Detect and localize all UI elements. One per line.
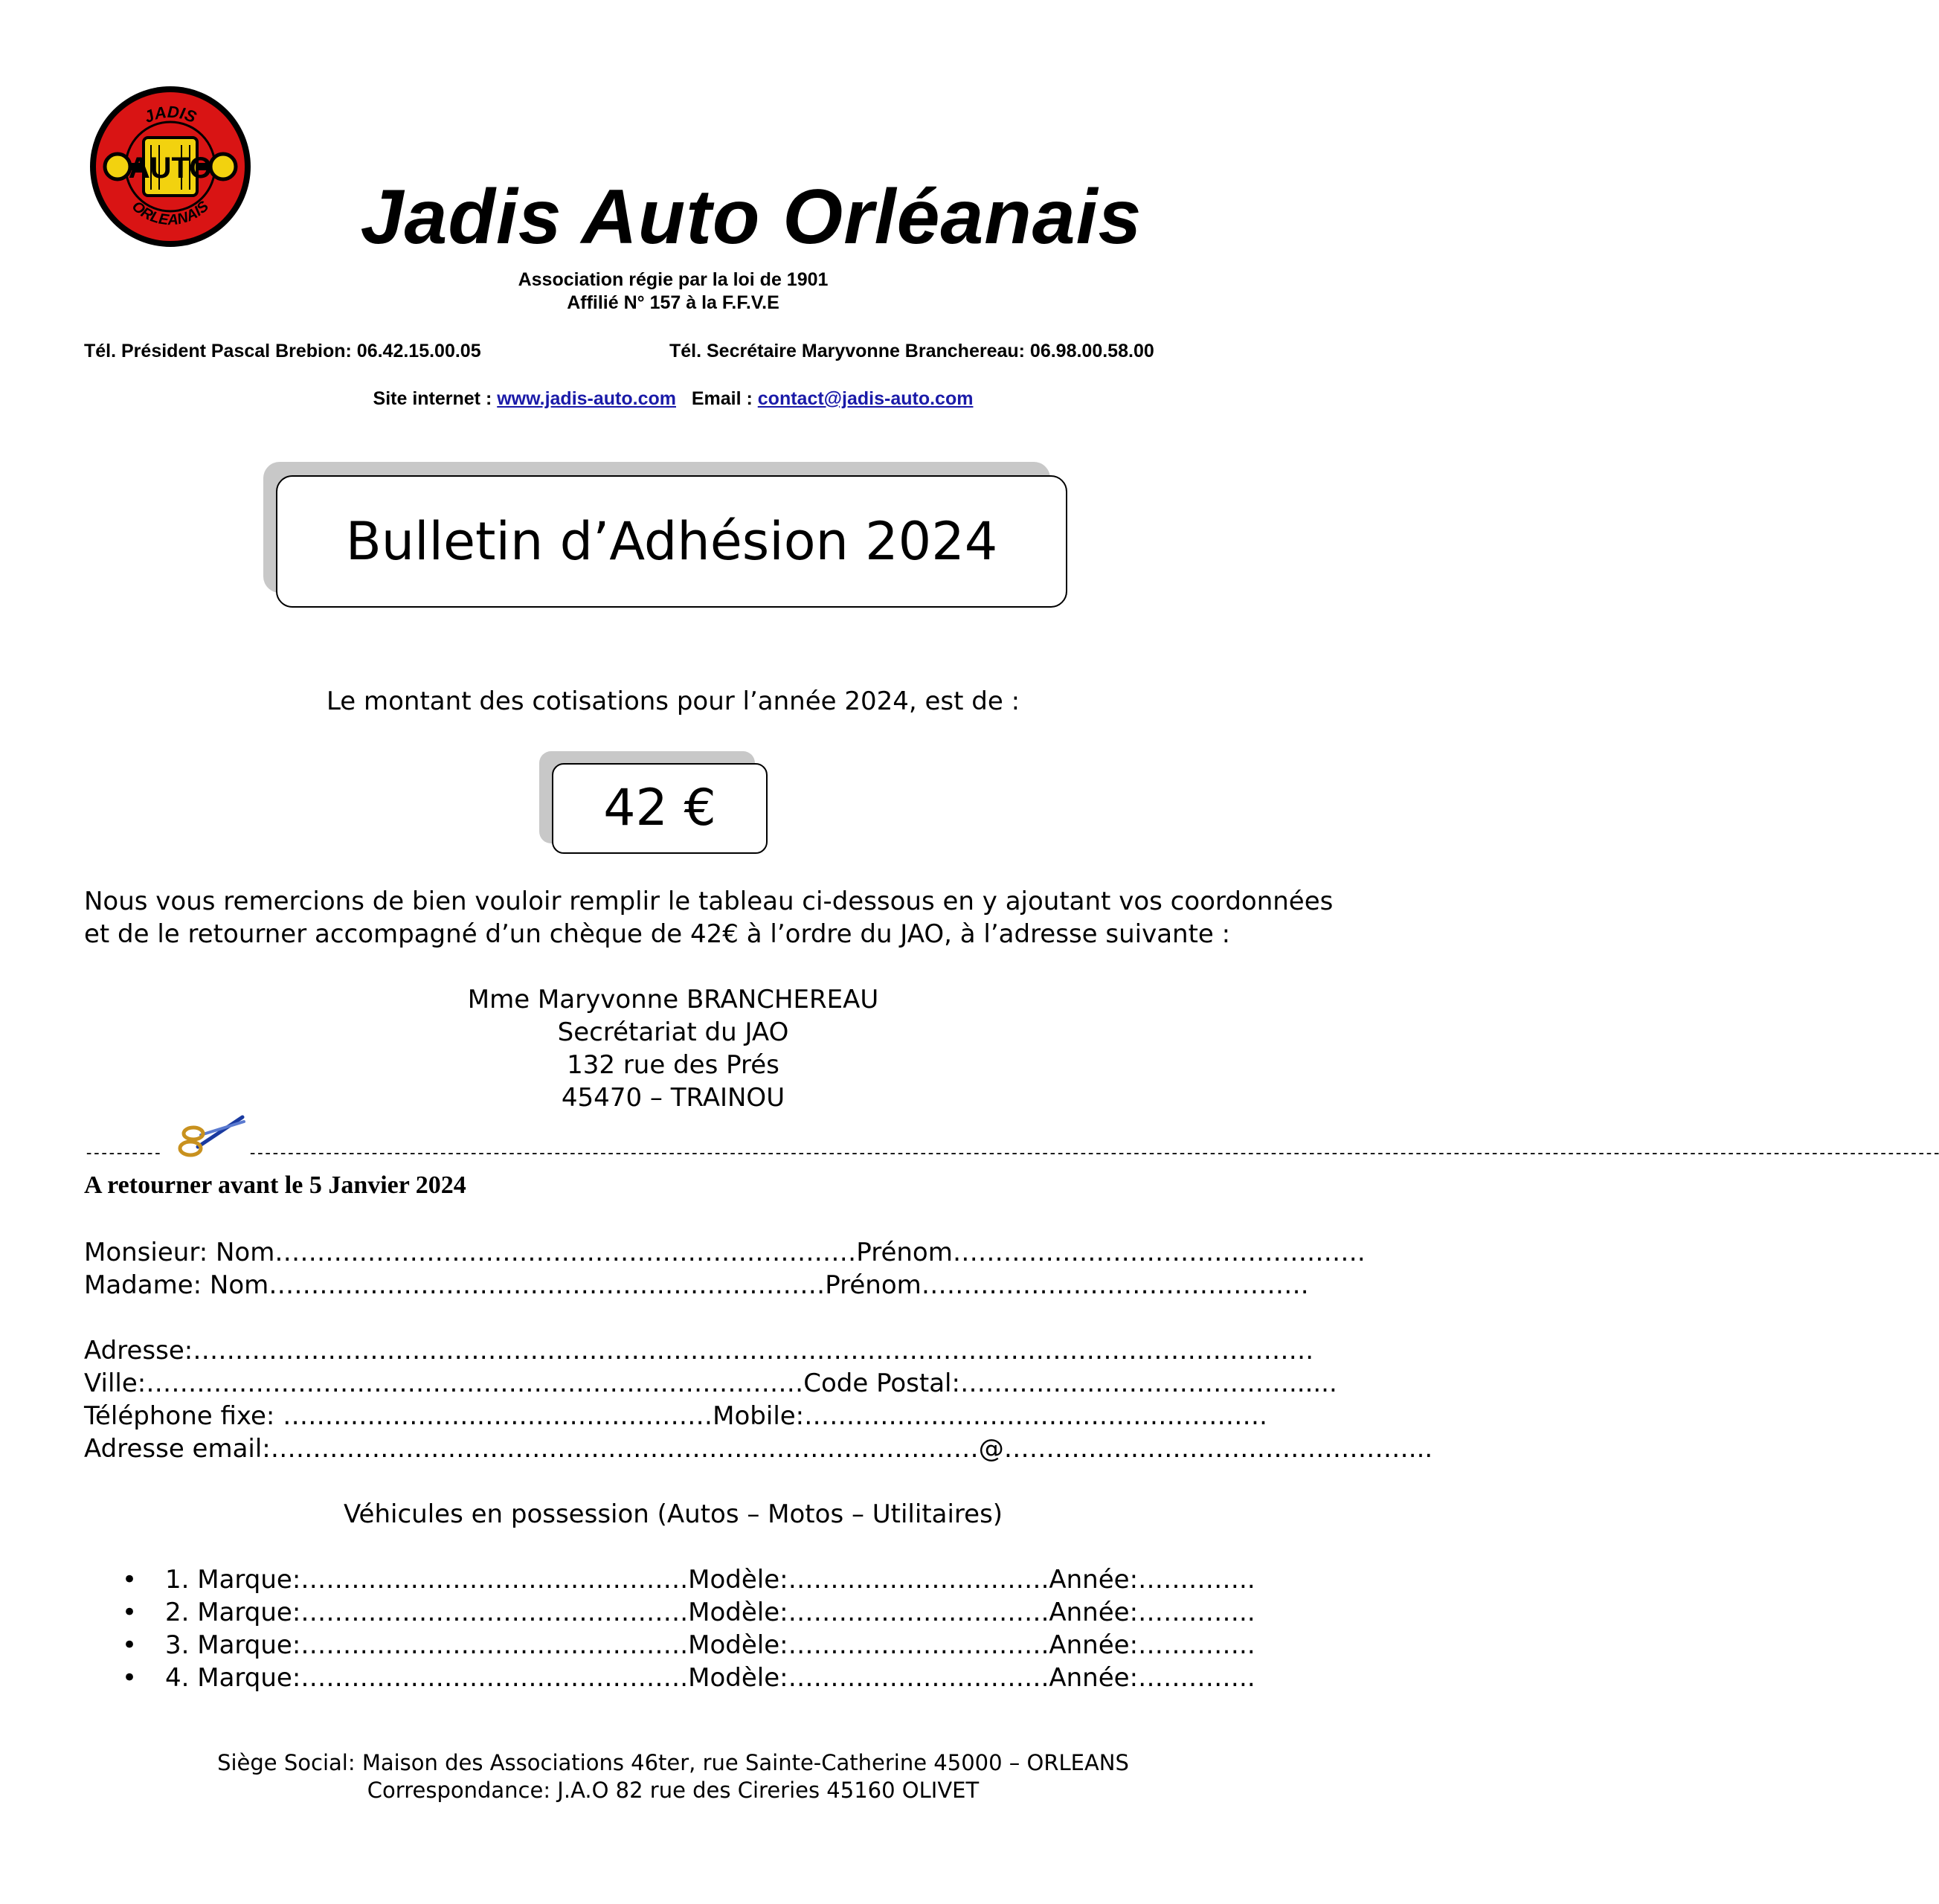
field-ville[interactable]: Ville:……………………………………………………………………Code Postal:…………………………………...... [84, 1368, 1337, 1398]
field-madame[interactable]: Madame: Nom…………………………………………………………Prénom………………………………………. [84, 1270, 1309, 1300]
vehicle-2[interactable]: 2. Marque:……………………………………….Modèle:………………………….Année:………….. [165, 1598, 1255, 1627]
logo-top-text: JADIS [141, 102, 199, 127]
subtitle-affiliation: Affilié N° 157 à la F.F.V.E [567, 292, 779, 313]
cut-line-right: ------------------------------------------------------------------------------------------------------------------------------------------------------------------------------------------------------------------------------ [248, 1144, 1939, 1162]
president-phone: Tél. Président Pascal Brebion: 06.42.15.00.05 [84, 341, 481, 361]
instructions-line-1: Nous vous remercions de bien vouloir remplir le tableau ci-dessous en y ajoutant vos coordonnées [84, 887, 1334, 916]
instructions-line-2: et de le retourner accompagné d’un chèque de 42€ à l’ordre du JAO, à l’adresse suivante : [84, 919, 1231, 949]
email-link[interactable]: contact@jadis-auto.com [757, 388, 974, 409]
field-email[interactable]: Adresse email:…………………………………………………………………………@…………………………………………... [84, 1434, 1433, 1464]
subtitle-association: Association régie par la loi de 1901 [518, 269, 829, 290]
bullet: • [122, 1663, 138, 1693]
cotisation-intro: Le montant des cotisations pour l’année 2024, est de : [326, 686, 1020, 716]
footer-correspondance: Correspondance: J.A.O 82 rue des Cireries 45160 OLIVET [367, 1778, 980, 1803]
return-deadline: A retourner avant le 5 Janvier 2024 [84, 1171, 466, 1199]
secretary-phone: Tél. Secrétaire Maryvonne Branchereau: 06.98.00.58.00 [669, 341, 1154, 361]
form-title: Bulletin d’Adhésion 2024 [345, 511, 998, 572]
org-name: Jadis Auto Orléanais [360, 174, 1142, 260]
field-telephone[interactable]: Téléphone fixe: ……………………………………………Mobile:………………………………………………. [84, 1401, 1267, 1431]
vehicles-heading: Véhicules en possession (Autos – Motos – Utilitaires) [343, 1499, 1003, 1529]
footer-siege: Siège Social: Maison des Associations 46ter, rue Sainte-Catherine 45000 – ORLEANS [217, 1750, 1129, 1775]
site-link[interactable]: www.jadis-auto.com [497, 388, 676, 409]
bullet: • [122, 1630, 138, 1660]
address-dept: Secrétariat du JAO [557, 1017, 789, 1047]
address-name: Mme Maryvonne BRANCHEREAU [467, 985, 879, 1014]
scissors-icon [176, 1113, 247, 1162]
logo-center-text: AUTO [128, 152, 213, 184]
field-adresse[interactable]: Adresse:……………………………………………………………………………………………………………………. [84, 1336, 1314, 1366]
address-street: 132 rue des Prés [567, 1050, 779, 1080]
email-label: Email : [691, 388, 758, 409]
cut-line-left: ---------- [84, 1144, 161, 1162]
vehicle-1[interactable]: 1. Marque:……………………………………….Modèle:………………………….Année:………….. [165, 1565, 1255, 1595]
cotisation-amount: 42 € [603, 779, 716, 837]
bullet: • [122, 1598, 138, 1627]
web-contact-line [0, 387, 1346, 410]
club-logo [88, 84, 253, 249]
vehicle-3[interactable]: 3. Marque:……………………………………….Modèle:………………………….Année:………….. [165, 1630, 1255, 1660]
logo-bottom-text: ORLEANAIS [128, 198, 213, 229]
field-monsieur[interactable]: Monsieur: Nom……………………………………………………………Prénom…………………………………………. [84, 1238, 1366, 1267]
address-city: 45470 – TRAINOU [561, 1083, 785, 1113]
vehicle-4[interactable]: 4. Marque:……………………………………….Modèle:………………………….Année:………….. [165, 1663, 1255, 1693]
bullet: • [122, 1565, 138, 1595]
site-label: Site internet : [373, 388, 498, 409]
